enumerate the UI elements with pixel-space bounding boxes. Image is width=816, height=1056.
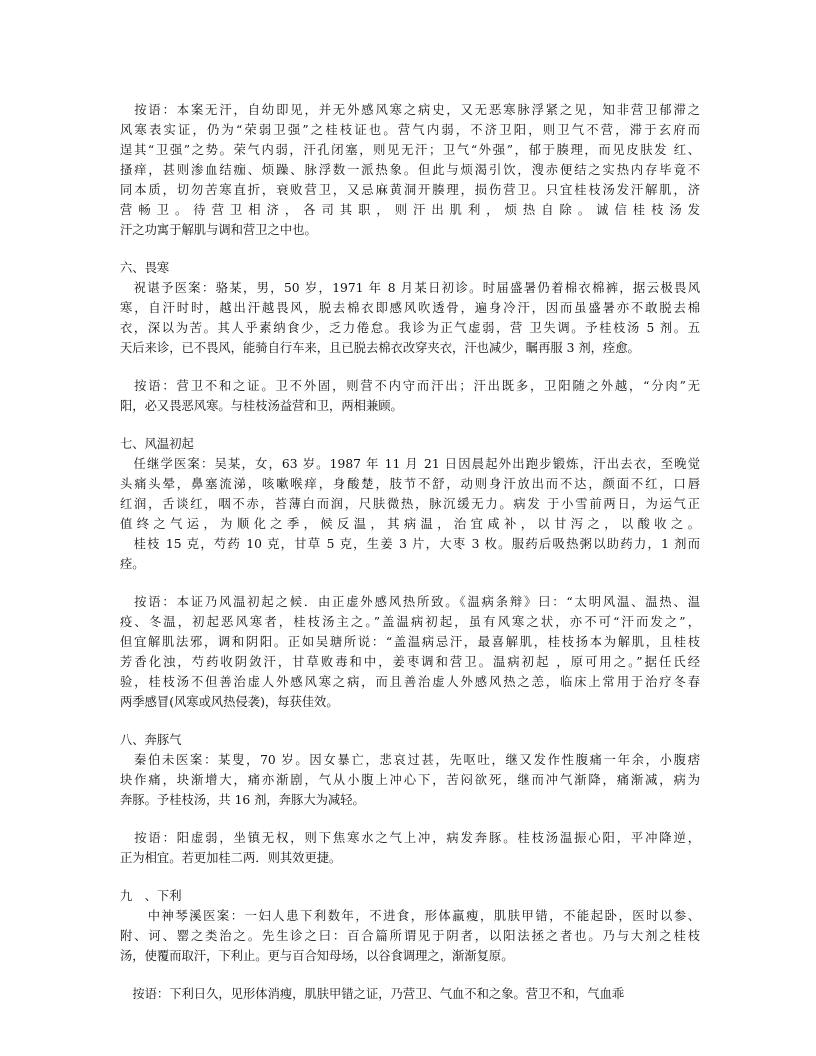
text-line: 按语：阳虚弱，坐镇无权，则下焦寒水之气上冲，病发奔豚。桂枝汤温振心阳，平冲降逆，	[120, 831, 700, 845]
text-line: 按语：本证乃风温初起之候．由正虚外感风热所致。《温病条辩》曰：“太明风温、温热、温	[120, 595, 700, 609]
paragraph	[120, 100, 700, 240]
paragraph	[120, 278, 700, 358]
text-line: 阳，必又畏恶风寒。与桂枝汤益营和卫，两相兼顾。	[120, 399, 403, 413]
text-line: 按语：营卫不和之证。卫不外固，则营不内守而汗出；汗出既多，卫阳随之外越，“分肉”无	[120, 379, 700, 393]
text-line: 块作痛，块渐增大，痛亦渐剧，气从小腹上冲心下，苦闷欲死，继而冲气渐降，痛渐减，病为	[120, 773, 700, 787]
paragraph	[120, 906, 700, 966]
section-heading: 八、奔豚气	[120, 733, 182, 747]
text-line: 但宜解肌法邪，调和阴阳。正如吴瑭所说：“盖温病忌汗，最喜解肌，桂枝扬本为解肌，且桂枝	[120, 635, 700, 649]
text-line: 按语：下利日久，见形体消瘦，肌肤甲错之证，乃营卫、气血不和之象。营卫不和，气血乖	[120, 987, 625, 1001]
section	[120, 258, 700, 416]
text-line: 寒，自汗时时，越出汗越畏风，脱去棉衣即感风吹透骨，遍身冷汗，因而虽盛暑亦不敢脱去棉	[120, 301, 700, 315]
text-line: 天后来诊，已不畏风，能骑自行车来，且已脱去棉衣改穿夹衣，汗也减少，瞩再服 3 剂，痊愈。	[120, 341, 640, 355]
text-line: 痊。	[120, 557, 145, 571]
text-line: 汤，使覆而取汗，下利止。更与百合知母场，以谷食调理之，渐渐复原。	[120, 949, 514, 963]
section-heading: 七、风温初起	[120, 437, 194, 451]
text-line: 汗之功寓于解肌与调和营卫之中也。	[120, 223, 317, 237]
text-line: 芳香化浊，芍药收阴敛汗，甘草败毒和中，姜枣调和营卫。温病初起 ，原可用之。”据任氏经	[120, 655, 700, 669]
text-line: 搔痒，甚则渗血结痂、烦躁、脉浮数一派热象。但此与烦渴引饮，溲赤便结之实热内存毕竟不	[120, 163, 700, 177]
paragraph	[120, 984, 700, 1004]
text-line: 逞其“卫强”之势。荣气内弱，汗孔闭塞，则见无汗；卫气“外强”，郁于腠理，而见皮肤发 红、	[120, 143, 700, 157]
section-heading: 九 、下利	[120, 889, 182, 903]
paragraph	[120, 828, 700, 868]
text-line: 疫、冬温，初起恶风寒者，桂枝汤主之。”盖温病初起，虽有风寒之状，亦不可“汗而发之”，	[120, 615, 700, 629]
text-line: 同本质，切勿苦寒直折，衰败营卫，又忌麻黄洞开腠理，损伤营卫。只宜桂枝汤发汗解肌，济	[120, 183, 700, 197]
text-line: 桂枝 15 克，芍药 10 克，甘草 5 克，生姜 3 片，大枣 3 枚。服药后吸热粥以助药力，1 剂而	[120, 537, 700, 551]
text-line: 值终之气运，为顺化之季，候反温，其病温，治宜咸补，以甘泻之，以酸收之。	[120, 517, 700, 531]
text-line: 验，桂枝汤不但善治虚人外感风寒之病，而且善治虚人外感风热之恙，临床上常用于治疗冬春	[120, 675, 700, 689]
text-line: 头痛头晕，鼻塞流涕，咳嗽喉痒，身酸楚，肢节不舒，动则身汗放出而不达，颜面不红，口唇	[120, 477, 700, 491]
text-line: 衣，深以为苦。其人乎素纳食少，乏力倦怠。我诊为正气虚弱，营 卫失调。予桂枝汤 5 剂。五	[120, 321, 700, 335]
paragraph	[120, 592, 700, 712]
text-line: 红润，舌谈红，咽不赤，苔薄白而润，尺肤微热，脉沉缓无力。病发 于小雪前两日，为运气正	[120, 497, 700, 511]
text-line: 奔豚。予桂枝汤，共 16 剂，奔豚大为减轻。	[120, 793, 365, 807]
text-line: 中神琴溪医案：一妇人患下利数年，不进食，形体羸瘦，肌肤甲错，不能起卧，医时以参、	[120, 909, 700, 923]
text-line: 祝谌予医案：骆某，男，50 岁，1971 年 8 月某日初诊。时届盛暑仍着棉衣棉裤，据云极畏风	[120, 281, 700, 295]
text-line: 风寒表实证，仍为“荣弱卫强”之桂枝证也。营气内弱，不济卫阳，则卫气不营，滞于玄府而	[120, 123, 700, 137]
section	[120, 886, 700, 1004]
section-heading: 六、畏寒	[120, 261, 170, 275]
text-line: 正为相宜。若更加桂二两．则其效更捷。	[120, 851, 342, 865]
section	[120, 730, 700, 868]
section	[120, 434, 700, 712]
text-line: 两季感冒(风寒或风热侵袭)，每获佳效。	[120, 695, 339, 709]
text-line: 附、诃、罂之类治之。先生诊之曰：百合篇所谓见于阴者，以阳法拯之者也。乃与大剂之桂枝	[120, 929, 700, 943]
text-line: 按语：本案无汗，自幼即见，并无外感风寒之病史，又无恶寒脉浮紧之见，知非营卫郁滞之	[120, 103, 700, 117]
text-line: 任继学医案：吴某，女，63 岁。1987 年 11 月 21 日因晨起外出跑步锻炼，汗出去衣，至晚觉	[120, 457, 700, 471]
paragraph	[120, 454, 700, 574]
paragraph	[120, 376, 700, 416]
text-line: 秦伯未医案：某叟，70 岁。因女暴亡，悲哀过甚，先呕吐，继又发作性腹痛一年余，小腹痞	[120, 753, 700, 767]
paragraph	[120, 750, 700, 810]
text-line: 营畅卫。待营卫相济，各司其职，则汗出肌利，烦热自除。诚信桂枝汤发	[120, 203, 700, 217]
document-page	[120, 100, 700, 1022]
